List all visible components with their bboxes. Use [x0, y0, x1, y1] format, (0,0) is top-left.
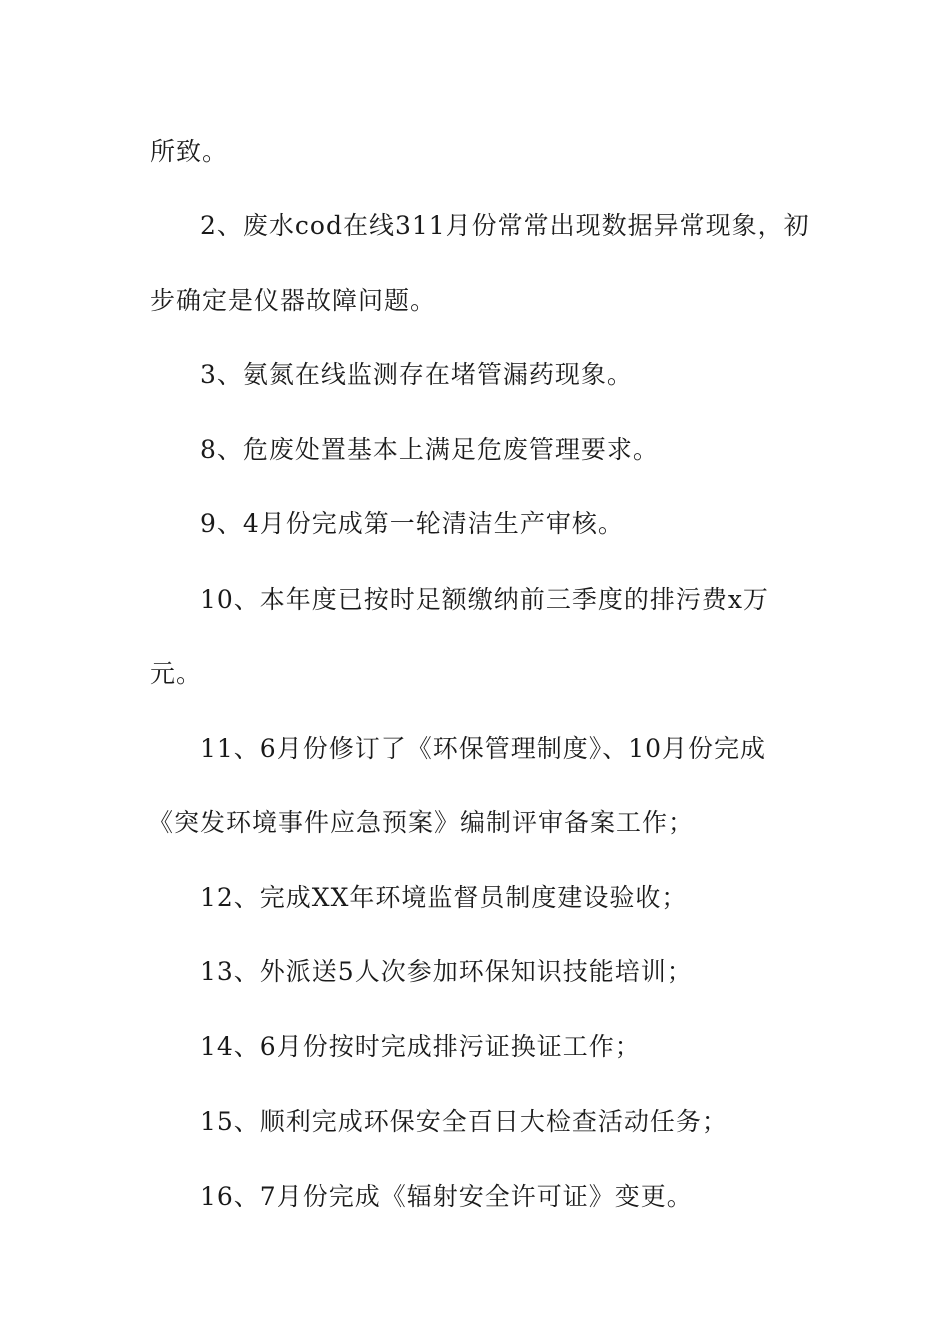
text-line: 步确定是仪器故障问题。	[150, 286, 437, 315]
text-line: 15、顺利完成环保安全百日大检查活动任务；	[200, 1107, 728, 1136]
text-line: 12、完成XX年环境监督员制度建设验收；	[200, 883, 688, 912]
text-line: 8、危废处置基本上满足危废管理要求。	[200, 435, 659, 464]
text-line: 14、6月份按时完成排污证换证工作；	[200, 1032, 641, 1061]
text-line: 10、本年度已按时足额缴纳前三季度的排污费x万	[200, 585, 769, 614]
text-line: 3、氨氮在线监测存在堵管漏药现象。	[200, 360, 633, 389]
text-line: 16、7月份完成《辐射安全许可证》变更。	[200, 1182, 693, 1211]
text-line: 2、废水cod在线311月份常常出现数据异常现象，初	[200, 211, 810, 240]
text-line: 元。	[150, 659, 203, 688]
text-line: 9、4月份完成第一轮清洁生产审核。	[200, 509, 624, 538]
text-line: 13、外派送5人次参加环保知识技能培训；	[200, 957, 693, 986]
text-line: 《突发环境事件应急预案》编制评审备案工作；	[148, 808, 695, 837]
text-line: 所致。	[150, 137, 229, 166]
text-line: 11、6月份修订了《环保管理制度》、10月份完成	[200, 734, 767, 763]
